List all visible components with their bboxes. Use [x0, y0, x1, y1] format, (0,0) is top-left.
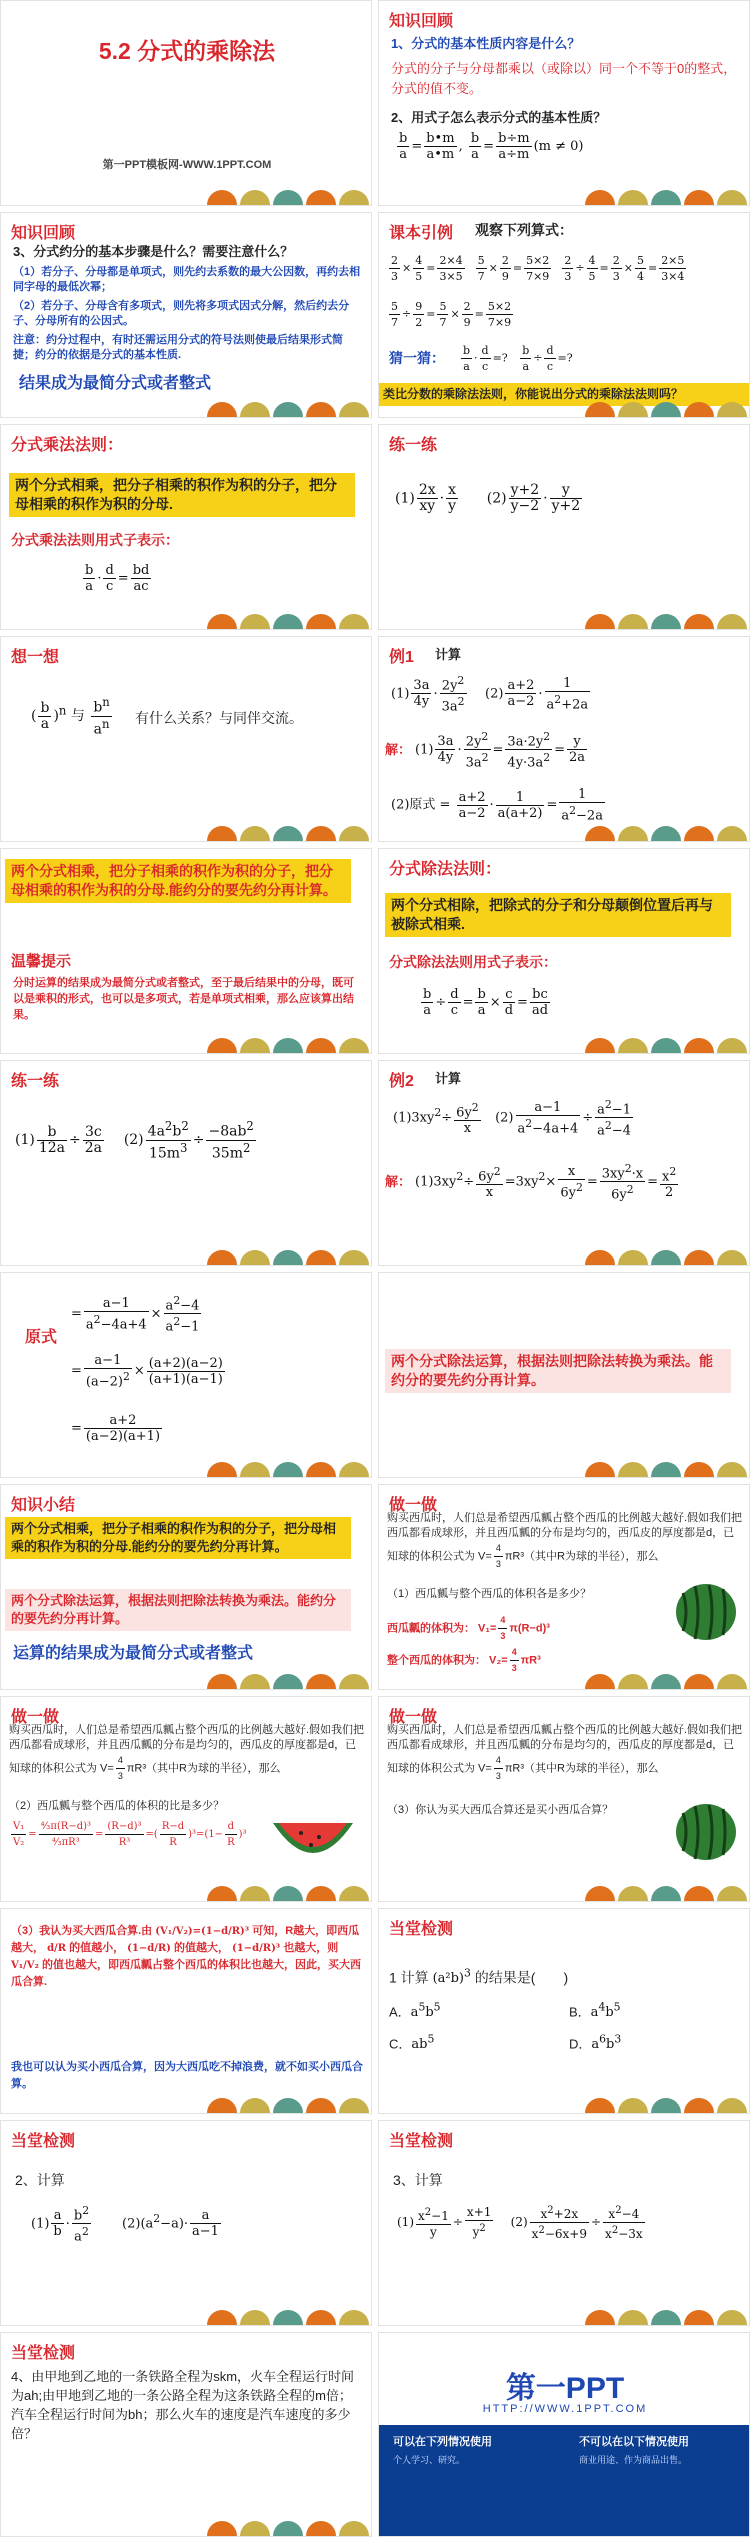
- decor-circle: [207, 1462, 237, 1477]
- decor-circle: [240, 1886, 270, 1901]
- summary-rule-1: 两个分式相乘，把分子相乘的积作为积的分子，把分母相乘的积作为积的分母.能约分的要先约分再计算。: [5, 1517, 351, 1559]
- answer-part-1: （3）我认为买大西瓜合算.由: [11, 1925, 153, 1937]
- example2-step-1: = $\frac{a-1}{a^2-4a+4}$ × $\frac{a^2-4}{a^2-1}$: [71, 1294, 200, 1335]
- decor-circle: [339, 1462, 369, 1477]
- decor-circle: [207, 1886, 237, 1901]
- slide-division-summary: [378, 1272, 750, 1478]
- decor-circle: [618, 2310, 648, 2325]
- quiz-q-label: 1 计算: [389, 1969, 429, 1986]
- decor-circle: [207, 826, 237, 841]
- section-tag: 当堂检测: [389, 2133, 454, 2150]
- decor-circle: [717, 190, 747, 205]
- decor-circle: [717, 1674, 747, 1689]
- slide-activity-answer: [0, 1908, 372, 2114]
- decor-circle: [585, 1250, 615, 1265]
- decor-circle: [273, 402, 303, 417]
- option-a-label: A．: [389, 2004, 411, 2020]
- tip-title: 温馨提示: [11, 953, 72, 970]
- decor-circle: [339, 1250, 369, 1265]
- info-panel: [379, 2425, 750, 2537]
- option-b-label: B．: [569, 2004, 591, 2020]
- whole-label: 整个西瓜的体积为：: [387, 1654, 486, 1667]
- decor-circle: [240, 1462, 270, 1477]
- decor-circle: [240, 1250, 270, 1265]
- alternative-answer: 我也可以认为买小西瓜合算，因为大西瓜吃不掉浪费，就不如买小西瓜合算。: [11, 2061, 363, 2090]
- watermelon-text-main: 购买西瓜时，人们总是希望西瓜瓤占整个西瓜的比例越大越好.假如我们把西瓜都看成球形，并且西瓜瓤的分布是均匀的，西瓜皮的厚度都是d，已知球的体积公式为: [387, 1724, 743, 1775]
- decor-circle: [618, 826, 648, 841]
- summary-result: 运算的结果成为最简分式或者整式: [13, 1645, 254, 1662]
- decor-circle: [684, 2310, 714, 2325]
- lesson-title: 5.2 分式的乘除法: [98, 38, 276, 64]
- watermelon-slice-icon: [267, 1813, 359, 1867]
- decor-circle: [651, 402, 681, 417]
- decor-circle: [306, 2521, 336, 2536]
- formula-label: 分式乘法法则用式子表示：: [11, 532, 179, 548]
- decor-circle: [339, 402, 369, 417]
- decor-circle: [585, 614, 615, 629]
- decor-circle: [273, 826, 303, 841]
- section-tag: 知识回顾: [389, 13, 454, 30]
- decor-circle: [717, 1250, 747, 1265]
- answer-part-3: 的值越小，: [69, 1942, 125, 1954]
- slide-practice-1: [378, 424, 750, 630]
- template-footer: 第一PPT模板网-WWW.1PPT.COM: [102, 159, 272, 171]
- slide-quiz-1: [378, 1908, 750, 2114]
- decor-circle: [585, 1674, 615, 1689]
- decorative-circles-icon: [584, 1653, 749, 1689]
- practice-problems: (1) $\frac{2x}{xy}$ · $\frac{x}{y}$ (2) $\frac{y+2}{y-2}$ · $\frac{y}{y+2}$: [395, 482, 581, 514]
- flesh-label: 西瓜瓤的体积为：: [387, 1622, 475, 1635]
- section-tag: 做一做: [389, 1497, 438, 1514]
- decor-circle: [240, 2098, 270, 2113]
- division-summary-text: 两个分式除法运算，根据法则把除法转换为乘法。能约分的要先约分再计算。: [391, 1353, 713, 1388]
- slide-example-2: [378, 1060, 750, 1266]
- example-sub: 计算: [435, 647, 462, 662]
- slide-activity-3: [378, 1696, 750, 1902]
- decorative-circles-icon: [584, 805, 749, 841]
- decor-circle: [339, 614, 369, 629]
- decor-circle: [585, 402, 615, 417]
- multiplication-rule: 两个分式相乘，把分子相乘的积作为积的分子，把分母相乘的积作为积的分母.: [9, 473, 355, 517]
- question-1: （1）西瓜瓤与整个西瓜的体积各是多少？: [387, 1588, 592, 1600]
- section-tag: 课本引例: [389, 225, 454, 242]
- decor-circle: [306, 1250, 336, 1265]
- brand-logo: 第一PPT: [505, 2372, 625, 2405]
- decor-circle: [339, 1674, 369, 1689]
- section-tag: 例2: [389, 1073, 414, 1090]
- summary-rule-2: 两个分式除法运算，根据法则把除法转换为乘法。能约分的要先约分再计算。: [5, 1589, 351, 1631]
- slide-activity-1: [378, 1484, 750, 1690]
- section-tag: 知识小结: [11, 1497, 76, 1514]
- decor-circle: [684, 1886, 714, 1901]
- option-d[interactable]: D．$a^6b^3$: [569, 2033, 622, 2053]
- question-3: （3）你认为买大西瓜合算还是买小西瓜合算？: [387, 1804, 614, 1816]
- decor-circle: [240, 402, 270, 417]
- decor-circle: [684, 1250, 714, 1265]
- multiplication-formula: $\frac{b}{a}$ · $\frac{d}{c}$ = $\frac{bd}{ac}$: [85, 563, 150, 594]
- decor-circle: [207, 1674, 237, 1689]
- slide-review-2: [0, 212, 372, 418]
- decorative-circles-icon: [584, 381, 749, 417]
- watermelon-text-main: 购买西瓜时，人们总是希望西瓜瓤占整个西瓜的比例越大越好.假如我们把西瓜都看成球形，并且西瓜瓤的分布是均匀的，西瓜皮的厚度都是d，已知球的体积公式为: [9, 1724, 365, 1775]
- decorative-circles-icon: [206, 1653, 371, 1689]
- section-tag: 分式除法法则：: [389, 861, 502, 878]
- ratio-formula: $\frac{\text{V₁}}{\text{V₂}}$ = $\frac{\text{⁴⁄₃π(R−d)³}}{\text{⁴⁄₃πR³}}$ = $\frac{\text{(R−d)³}}{\text{R³}}$ =( $\frac{R-d}{R}$ )³=(1− $\frac{d}{R}$ )³: [13, 1821, 247, 1848]
- slide-quiz-2: [0, 2120, 372, 2326]
- decor-circle: [339, 190, 369, 205]
- option-a[interactable]: A．$a^5b^5$: [389, 2001, 441, 2021]
- quiz-question: 2、计算: [15, 2172, 65, 2188]
- watermelon-text-tail: （其中R为球的半径），那么: [524, 1550, 659, 1563]
- decor-circle: [717, 826, 747, 841]
- slide-tips: [0, 848, 372, 1054]
- decorative-circles-icon: [584, 1229, 749, 1265]
- watermelon-text: 购买西瓜时，人们总是希望西瓜瓤占整个西瓜的比例越大越好.假如我们把西瓜都看成球形，并且西瓜瓤的分布是均匀的，西瓜皮的厚度都是d，已知球的体积公式为 V= $\frac{4}{3}$ πR³（其中R为球的半径），那么: [9, 1724, 365, 1781]
- example2-problems: $(1)3xy^2\div$ $\frac{6y^2}{x}$ (2) $\frac{a-1}{a^2-4a+4}$ ÷ $\frac{a^2-1}{a^2-4}$: [393, 1098, 631, 1139]
- slide-title: [0, 0, 372, 206]
- decor-circle: [306, 2310, 336, 2325]
- slide-activity-2: [0, 1696, 372, 1902]
- decor-circle: [207, 2310, 237, 2325]
- decor-circle: [717, 2310, 747, 2325]
- decor-circle: [717, 1886, 747, 1901]
- slide-example-1: [378, 636, 750, 842]
- rule-summary-text: 两个分式相乘，把分子相乘的积作为积的分子，把分母相乘的积作为积的分母.能约分的要先约分再计算。: [11, 863, 337, 898]
- decor-circle: [585, 190, 615, 205]
- decor-circle: [684, 1674, 714, 1689]
- example-sub: 计算: [435, 1071, 462, 1086]
- decor-circle: [240, 1674, 270, 1689]
- decor-circle: [684, 402, 714, 417]
- result-text: 结果成为最简分式或者整式: [19, 375, 212, 392]
- decor-circle: [717, 1462, 747, 1477]
- whole-volume: 整个西瓜的体积为： V₂= $\frac{4}{3}$ πR³: [387, 1647, 541, 1673]
- decor-circle: [684, 1038, 714, 1053]
- decorative-circles-icon: [584, 1865, 749, 1901]
- decor-circle: [273, 614, 303, 629]
- decorative-circles-icon: [206, 1017, 371, 1053]
- answer-part-6: 的值也越大，即西瓜瓤占整个西瓜的体积比也越大，因此，买大西瓜合算.: [11, 1959, 361, 1988]
- slide-example-2-work: [0, 1272, 372, 1478]
- slide-textbook-example: [378, 212, 750, 418]
- step-2: （2）若分子、分母含有多项式，则先将多项式因式分解，然后约去分子、分母所有的公因式。: [13, 300, 350, 327]
- answer-paragraph: （3）我认为买大西瓜合算.由 (V₁/V₂)=(1−d/R)³ 可知，R越大，即西瓜越大， d/R 的值越小， (1−d/R) 的值越大， (1−d/R)³ 也越大，则 V₁/V₂ 的值也越大，即西瓜瓤占整个西瓜的体积比也越大，因此，买大西瓜合算.: [11, 1925, 361, 1988]
- slide-quiz-3: [378, 2120, 750, 2326]
- decor-circle: [306, 826, 336, 841]
- decorative-circles-icon: [584, 2077, 749, 2113]
- question-2: 2、用式子怎么表示分式的基本性质？: [391, 110, 607, 125]
- section-tag: 想一想: [11, 649, 60, 666]
- analogy-question: 类比分数的乘除法法则，你能说出分式的乘除法法则吗？: [379, 383, 749, 406]
- decor-circle: [273, 1674, 303, 1689]
- power-comparison: ( $\frac{b}{a}$ )$^n$ 与 $\frac{b^n}{a^n}$: [31, 695, 110, 738]
- decor-circle: [207, 1038, 237, 1053]
- decorative-circles-icon: [206, 805, 371, 841]
- decor-circle: [585, 1038, 615, 1053]
- tip-text: 分时运算的结果成为最简分式或者整式，至于最后结果中的分母，既可以是乘积的形式，也可以是多项式，若是单项式相乘，那么应该算出结果。: [13, 977, 354, 1021]
- decor-circle: [240, 826, 270, 841]
- decor-circle: [273, 1038, 303, 1053]
- decorative-circles-icon: [206, 593, 371, 629]
- decor-circle: [651, 1462, 681, 1477]
- decor-circle: [207, 2098, 237, 2113]
- task-text: 观察下列算式：: [475, 222, 573, 238]
- decor-circle: [306, 614, 336, 629]
- decor-circle: [240, 1038, 270, 1053]
- decor-circle: [684, 1462, 714, 1477]
- watermelon-text-tail: （其中R为球的半径），那么: [146, 1762, 281, 1775]
- example1-problems: (1) $\frac{3a}{4y}$ · $\frac{2y^2}{3a^2}$ (2) $\frac{a+2}{a-2}$ · $\frac{1}{a^2+2a}$: [391, 674, 589, 715]
- original-label: 原式: [25, 1329, 58, 1346]
- section-tag: 做一做: [11, 1709, 60, 1726]
- step-1: （1）若分子、分母都是单项式，则先约去系数的最大公因数，再约去相同字母的最低次幂；: [13, 266, 361, 293]
- decor-circle: [618, 402, 648, 417]
- watermelon-text-tail: （其中R为球的半径），那么: [524, 1762, 659, 1775]
- quiz-problems: (1) $\frac{a}{b}$ · $\frac{b^2}{a^2}$ $(2)(a^2-a)\cdot$ $\frac{a}{a-1}$: [31, 2204, 219, 2245]
- decorative-circles-icon: [584, 1441, 749, 1477]
- think-text: 有什么关系？与同伴交流。: [135, 710, 303, 726]
- slide-multiplication-rule: [0, 424, 372, 630]
- decor-circle: [618, 2098, 648, 2113]
- decorative-circles-icon: [206, 381, 371, 417]
- section-tag: 练一练: [11, 1073, 60, 1090]
- option-c[interactable]: C．$ab^5$: [389, 2033, 435, 2053]
- decor-circle: [306, 2098, 336, 2113]
- decor-circle: [618, 1886, 648, 1901]
- solution-label: 解：: [385, 1174, 412, 1189]
- decor-circle: [240, 2310, 270, 2325]
- decorative-circles-icon: [206, 1441, 371, 1477]
- watermelon-icon: [669, 1801, 743, 1863]
- quiz-question: 1 计算 $(a^2b)^3$ 的结果是( ): [389, 1967, 569, 1987]
- decor-circle: [207, 190, 237, 205]
- section-tag: 做一做: [389, 1709, 438, 1726]
- decor-circle: [273, 1462, 303, 1477]
- decor-circle: [207, 402, 237, 417]
- decor-circle: [207, 2521, 237, 2536]
- decor-circle: [651, 1886, 681, 1901]
- example2-solution: $(1)3xy^2\div$ $\frac{6y^2}{x}$ $=3xy^2\times$ $\frac{x}{6y^2}$ = $\frac{3xy^2\cdot x}{6y^2}$ = $\frac{x^2}{2}$: [415, 1162, 677, 1203]
- decor-circle: [585, 1886, 615, 1901]
- decorative-circles-icon: [206, 1229, 371, 1265]
- slide-quiz-4: [0, 2332, 372, 2537]
- answer-part-2: 可知，R越大，即西瓜越大，: [11, 1925, 360, 1954]
- decor-circle: [717, 2098, 747, 2113]
- decor-circle: [207, 1250, 237, 1265]
- decor-circle: [585, 1462, 615, 1477]
- section-tag: 例1: [389, 649, 414, 666]
- decor-circle: [618, 614, 648, 629]
- decor-circle: [651, 2098, 681, 2113]
- section-tag: 知识回顾: [11, 225, 76, 242]
- decor-circle: [306, 190, 336, 205]
- section-tag: 当堂检测: [11, 2133, 76, 2150]
- watermelon-icon: [669, 1581, 743, 1643]
- section-tag: 当堂检测: [389, 1921, 454, 1938]
- fraction-examples-row2: $\frac{5}{7}$ ÷ $\frac{9}{2}$ = $\frac{5}{7}$ × $\frac{2}{9}$ = $\frac{5\times 2}{7\times 9}$: [391, 300, 512, 329]
- division-summary: [385, 1349, 731, 1393]
- decor-circle: [651, 826, 681, 841]
- decor-circle: [240, 2521, 270, 2536]
- answer-part-4: 的值越大，: [173, 1942, 229, 1954]
- example1-solution-2: (2)原式 = $\frac{a+2}{a-2}$ · $\frac{1}{a(a+2)}$ = $\frac{1}{a^2-2a}$: [391, 787, 603, 824]
- question-2: （2）西瓜瓤与整个西瓜的体积的比是多少？: [9, 1800, 225, 1812]
- decor-circle: [339, 2521, 369, 2536]
- flesh-volume: 西瓜瓤的体积为： V₁= $\frac{4}{3}$ π(R−d)³: [387, 1615, 550, 1641]
- decor-circle: [273, 1886, 303, 1901]
- decor-circle: [618, 1038, 648, 1053]
- decor-circle: [684, 826, 714, 841]
- decor-circle: [240, 190, 270, 205]
- decor-circle: [273, 1250, 303, 1265]
- decor-circle: [651, 2310, 681, 2325]
- watermelon-text-main: 购买西瓜时，人们总是希望西瓜瓤占整个西瓜的比例越大越好.假如我们把西瓜都看成球形，并且西瓜瓤的分布是均匀的，西瓜皮的厚度都是d，已知球的体积公式为: [387, 1512, 743, 1563]
- decor-circle: [273, 2521, 303, 2536]
- question-1: 1、分式的基本性质内容是什么？: [391, 36, 581, 51]
- decor-circle: [339, 2310, 369, 2325]
- decor-circle: [717, 1038, 747, 1053]
- decor-circle: [651, 1250, 681, 1265]
- note: 注意：约分过程中，有时还需运用分式的符号法则使最后结果形式简捷；约分的依据是分式的基本性质.: [13, 334, 343, 361]
- decor-circle: [339, 1886, 369, 1901]
- decor-circle: [339, 1038, 369, 1053]
- decor-circle: [684, 190, 714, 205]
- answer-1: 分式的分子与分母都乘以（或除以）同一个不等于0的整式，分式的值不变。: [391, 61, 737, 96]
- decorative-circles-icon: [206, 169, 371, 205]
- decor-circle: [240, 614, 270, 629]
- decor-circle: [717, 614, 747, 629]
- decor-circle: [618, 1674, 648, 1689]
- decor-circle: [339, 2098, 369, 2113]
- decor-circle: [306, 1674, 336, 1689]
- basic-property-formula: $\frac{b}{a}$ = $\frac{b•m}{a•m}$ , $\frac{b}{a}$ = $\frac{b\div m}{a\div m}$ (m ≠ 0): [399, 131, 584, 162]
- section-tag: 当堂检测: [11, 2345, 76, 2362]
- question-3: 3、分式约分的基本步骤是什么？需要注意什么？: [13, 244, 294, 259]
- slide-review-1: [378, 0, 750, 206]
- example1-solution-1: (1) $\frac{3a}{4y}$ · $\frac{2y^2}{3a^2}$ = $\frac{3a\cdot 2y^2}{4y\cdot 3a^2}$ = $\frac{y}{2a}$: [415, 730, 586, 771]
- decor-circle: [618, 1462, 648, 1477]
- word-problem: 4、由甲地到乙地的一条铁路全程为skm，火车全程运行时间为ah;由甲地到乙地的一条公路全程为这条铁路全程的m倍；汽车全程运行时间为bh；那么火车的速度是汽车速度的多少倍？: [11, 2369, 355, 2441]
- slide-think: [0, 636, 372, 842]
- slide-division-rule: [378, 848, 750, 1054]
- decor-circle: [339, 826, 369, 841]
- division-rule: 两个分式相除，把除式的分子和分母颠倒位置后再与被除式相乘.: [385, 893, 731, 937]
- option-c-label: C．: [389, 2036, 412, 2052]
- decor-circle: [306, 402, 336, 417]
- decor-circle: [273, 190, 303, 205]
- decor-circle: [585, 2310, 615, 2325]
- practice-problems: (1) $\frac{b}{12a}$ ÷ $\frac{3c}{2a}$ (2) $\frac{4a^2b^2}{15m^3}$ ÷ $\frac{-8ab^2}{35m^2}$: [15, 1119, 254, 1162]
- decor-circle: [651, 1038, 681, 1053]
- condition: (m ≠ 0): [533, 139, 584, 154]
- decor-circle: [717, 402, 747, 417]
- decorative-circles-icon: [584, 169, 749, 205]
- fraction-examples-row1: $\frac{2}{3}$ × $\frac{4}{5}$ = $\frac{2\times 4}{3\times 5}$ $\frac{5}{7}$ × $\frac{2}{9}$ = $\frac{5\times 2}{7\times 9}$ $\frac{2}{3}$ ÷ $\frac{4}{5}$ = $\frac{2}{3}$ × $\frac{5}{4}$ = $\frac{2\times 5}{3\times 4}$: [391, 254, 685, 283]
- watermelon-text: 购买西瓜时，人们总是希望西瓜瓤占整个西瓜的比例越大越好.假如我们把西瓜都看成球形，并且西瓜瓤的分布是均匀的，西瓜皮的厚度都是d，已知球的体积公式为 V= $\frac{4}{3}$ πR³（其中R为球的半径），那么: [387, 1724, 743, 1781]
- forbidden-note: 商业用途、作为商品出售。: [579, 2455, 688, 2465]
- quiz-question: 3、计算: [393, 2172, 443, 2188]
- decor-circle: [684, 2098, 714, 2113]
- option-d-label: D．: [569, 2036, 592, 2052]
- solution-label: 解：: [385, 742, 412, 757]
- decor-circle: [585, 2098, 615, 2113]
- decor-circle: [585, 826, 615, 841]
- decor-circle: [651, 614, 681, 629]
- example2-step-2: = $\frac{a-1}{(a-2)^2}$ × $\frac{(a+2)(a-2)}{(a+1)(a-1)}$: [71, 1353, 223, 1390]
- guess-formulas: $\frac{b}{a}$ · $\frac{d}{c}$ =? $\frac{b}{a}$ ÷ $\frac{d}{c}$ =?: [463, 344, 573, 373]
- decorative-circles-icon: [206, 2289, 371, 2325]
- decor-circle: [618, 1250, 648, 1265]
- decorative-circles-icon: [584, 2289, 749, 2325]
- decor-circle: [207, 614, 237, 629]
- decor-circle: [273, 2098, 303, 2113]
- division-formula: $\frac{b}{a}$ ÷ $\frac{d}{c}$ = $\frac{b}{a}$ × $\frac{c}{d}$ = $\frac{bc}{ad}$: [423, 987, 549, 1018]
- decorative-circles-icon: [206, 2077, 371, 2113]
- decor-circle: [684, 614, 714, 629]
- quiz-q-tail: 的结果是( ): [474, 1969, 569, 1986]
- allowed-title: 可以在下列情况使用: [393, 2436, 492, 2448]
- decor-circle: [651, 1674, 681, 1689]
- decor-circle: [651, 190, 681, 205]
- slide-template-info: [378, 2332, 750, 2537]
- guess-label: 猜一猜：: [389, 350, 445, 366]
- decor-circle: [306, 1038, 336, 1053]
- section-tag: 分式乘法法则：: [11, 437, 124, 454]
- rule-summary: [5, 859, 351, 903]
- example2-step-3: = $\frac{a+2}{(a-2)(a+1)}$: [71, 1413, 161, 1444]
- option-b[interactable]: B．$a^4b^5$: [569, 2001, 621, 2021]
- brand-url: HTTP://WWW.1PPT.COM: [482, 2403, 648, 2415]
- decorative-circles-icon: [206, 2500, 371, 2536]
- forbidden-title: 不可以在以下情况使用: [579, 2436, 689, 2448]
- decor-circle: [306, 1886, 336, 1901]
- slide-practice-2: [0, 1060, 372, 1266]
- decorative-circles-icon: [584, 593, 749, 629]
- answer-part-5: 也越大，则: [283, 1942, 339, 1954]
- quiz-problems: (1) $\frac{x^2-1}{y}$ ÷ $\frac{x+1}{y^2}$ (2) $\frac{x^2+2x}{x^2-6x+9}$ ÷ $\frac{x^2-4}{x^2-3x}$: [397, 2205, 643, 2241]
- decorative-circles-icon: [206, 1865, 371, 1901]
- original-label: (2)原式: [391, 797, 436, 813]
- formula-label: 分式除法法则用式子表示：: [389, 954, 557, 970]
- decor-circle: [306, 1462, 336, 1477]
- decor-circle: [273, 2310, 303, 2325]
- decor-circle: [618, 190, 648, 205]
- allowed-note: 个人学习、研究。: [393, 2455, 466, 2465]
- decorative-circles-icon: [584, 1017, 749, 1053]
- slide-summary: [0, 1484, 372, 1690]
- section-tag: 练一练: [389, 437, 438, 454]
- watermelon-text: 购买西瓜时，人们总是希望西瓜瓤占整个西瓜的比例越大越好.假如我们把西瓜都看成球形，并且西瓜瓤的分布是均匀的，西瓜皮的厚度都是d，已知球的体积公式为 V= $\frac{4}{3}$ πR³（其中R为球的半径），那么: [387, 1512, 743, 1569]
